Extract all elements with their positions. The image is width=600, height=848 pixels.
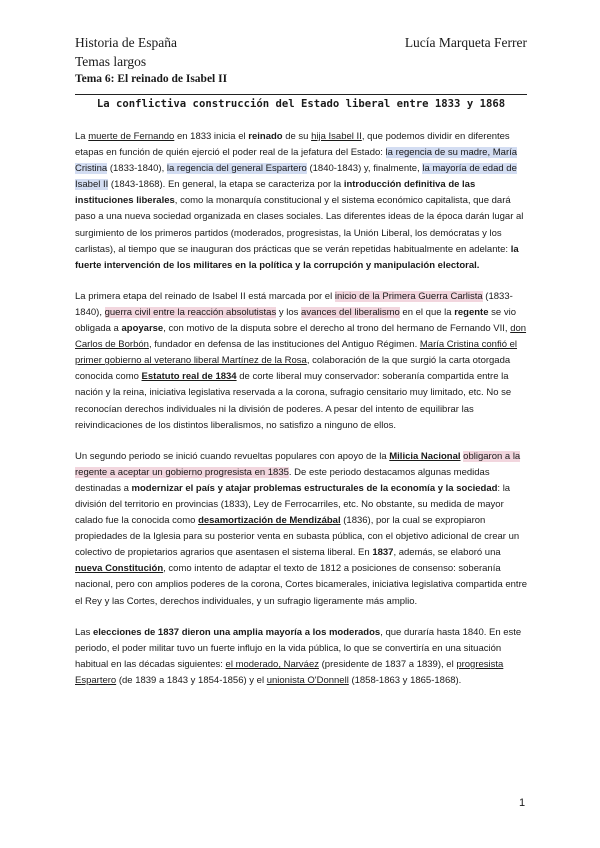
- text-run: : la división del territorio en provincias (1833), Ley de Ferrocarriles, etc. No obstante, su medida de mayor calado fue la conocida como: [75, 482, 511, 527]
- text-run: don Carlos de Borbón: [75, 323, 527, 351]
- course-name: Historia de España: [75, 35, 177, 50]
- text-run: ,: [161, 163, 167, 175]
- text-run: María Cristina confió el primer gobierno al veterano liberal Martínez de la Rosa: [75, 339, 518, 367]
- text-run: (1836), por la cual se expropiaron propiedades de la Iglesia para su posterior venta en subasta pública, con el objetivo adicional de crear un colectivo de propietarios agrarios que asentasen el sistema liberal. En: [75, 515, 520, 559]
- text-run: regente: [454, 306, 489, 318]
- text-run: avances del liberalismo: [301, 306, 400, 318]
- document-body: [75, 129, 527, 704]
- header-subtitle: Temas largos: [75, 54, 147, 69]
- text-run: La: [75, 131, 89, 142]
- text-run: la mayoría de edad de Isabel II: [75, 163, 517, 191]
- text-run: desamortización de Mendizábal: [198, 515, 341, 527]
- paragraph-2: [75, 289, 527, 434]
- text-run: 1837: [372, 547, 394, 559]
- text-run: la regencia de su madre, María Cristina: [75, 147, 518, 175]
- text-run: progresista Espartero: [75, 658, 504, 686]
- text-run: (presidente de 1837 a 1839), el: [319, 658, 457, 670]
- text-run: guerra civil entre la reacción absolutistas: [104, 306, 277, 318]
- text-run: , que podemos dividir en diferentes etapas en función de quién ejerció el poder real de la jefatura del Estado:: [75, 131, 510, 159]
- text-run: modernizar el país y atajar problemas estructurales de la economía y la sociedad: [131, 482, 498, 494]
- paragraph-1: [75, 129, 527, 274]
- text-run: La primera etapa del reinado de Isabel II está marcada por el: [75, 290, 335, 302]
- text-run: en el que la: [399, 306, 455, 318]
- paragraph-3: [75, 449, 527, 610]
- text-run: de su: [282, 131, 312, 142]
- document-title: La conflictiva construcción del Estado liberal entre 1833 y 1868: [96, 98, 506, 110]
- text-run: (1858-1863 y 1865-1868).: [348, 674, 462, 686]
- header-divider: [75, 94, 527, 95]
- text-run: se vio obligada a: [75, 306, 516, 335]
- text-run: en 1833 inicia el: [174, 131, 249, 142]
- text-run: , como intento de adaptar el texto de 1812 a posiciones de consenso: soberanía nacional, pero con amplios poderes de la corona, Cortes bicamerales, iniciativa legislativa compartida entre el Rey y las Cortes, derechos individuales, y un sufragio ligeramente más amplio.: [75, 563, 528, 607]
- text-run: , como la monarquía constitucional y el sistema económico capitalista, que dará paso a una nueva sociedad organizada en clases sociales. Las diferentes ideas de la época darán lugar al surgimiento de los primeros partidos (moderados, progresistas, la Unión Liberal, los demócratas y los carlistas), al tiempo que se inauguran dos prácticas que se verán repetidas habitualmente en adelante:: [75, 195, 524, 255]
- text-run: Estatuto real de 1834: [141, 371, 237, 383]
- text-run: elecciones de 1837 dieron una amplia mayoría a los moderados: [92, 626, 381, 638]
- text-run: , colaboración de la que surgió la carta otorgada conocida como: [75, 355, 511, 383]
- text-run: nueva Constitución: [75, 563, 164, 575]
- text-run: Milicia Nacional: [389, 450, 461, 462]
- text-run: , con motivo de la disputa sobre el derecho al trono del hermano de Fernando VII,: [163, 323, 511, 335]
- text-run: ,: [99, 306, 105, 318]
- text-run: (1843-1868). En general, la etapa se caracteriza por la: [108, 179, 344, 191]
- text-run: (1833-1840): [107, 163, 162, 175]
- header-row: [75, 34, 527, 51]
- text-run: de corte liberal muy conservador: soberanía compartida entre la nación y la reina, iniciativa legislativa reservada a la corona, sufragio censitario muy limitado, etc. No se reconocían derechos individuales ni la división de poderes. A pesar del intento de equilibrar las reivindicaciones de los distintos liberalismos, no satisfizo a ninguno de ellos.: [75, 371, 512, 431]
- text-run: Las: [75, 626, 93, 638]
- text-run: , además, se elaboró una: [393, 547, 501, 559]
- page-header: [75, 34, 527, 87]
- text-run: (de 1839 a 1843 y 1854-1856) y el: [116, 674, 267, 686]
- text-run: y los: [276, 306, 302, 318]
- author-name: Lucía Marqueta Ferrer: [404, 35, 527, 50]
- text-run: muerte de Fernando: [88, 131, 175, 142]
- tema-heading: Tema 6: El reinado de Isabel II: [75, 73, 228, 85]
- text-run: el moderado, Narváez: [225, 658, 319, 670]
- page-number: 1: [519, 797, 526, 809]
- text-run: la regencia del general Espartero: [166, 163, 307, 175]
- text-run: reinado: [248, 131, 283, 142]
- text-run: , que duraría hasta 1840. En este periodo, el poder militar tuvo un fuerte influjo en la vida pública, lo que se convertiría en una situación habitual en las décadas siguientes:: [75, 626, 522, 670]
- text-run: . De este periodo destacamos algunas medidas destinadas a: [75, 466, 490, 494]
- text-run: hija Isabel II: [311, 131, 362, 142]
- text-run: inicio de la Primera Guerra Carlista: [334, 290, 483, 302]
- text-run: la fuerte intervención de los militares en la política y la corrupción y manipulación electoral.: [75, 243, 519, 271]
- text-run: obligaron a la regente a aceptar un gobierno progresista en 1835: [75, 450, 521, 478]
- text-run: (1840-1843) y, finalmente,: [306, 163, 423, 175]
- text-run: unionista O'Donnell: [266, 674, 349, 686]
- text-run: Un segundo periodo se inició cuando revueltas populares con apoyo de la: [75, 450, 390, 462]
- text-run: , fundador en defensa de las instituciones del Antiguo Régimen.: [148, 339, 420, 351]
- text-run: (1833-1840): [75, 290, 513, 318]
- text-run: apoyarse: [121, 323, 164, 335]
- paragraph-4: [75, 625, 527, 689]
- text-run: introducción definitiva de las instituciones liberales: [75, 179, 476, 207]
